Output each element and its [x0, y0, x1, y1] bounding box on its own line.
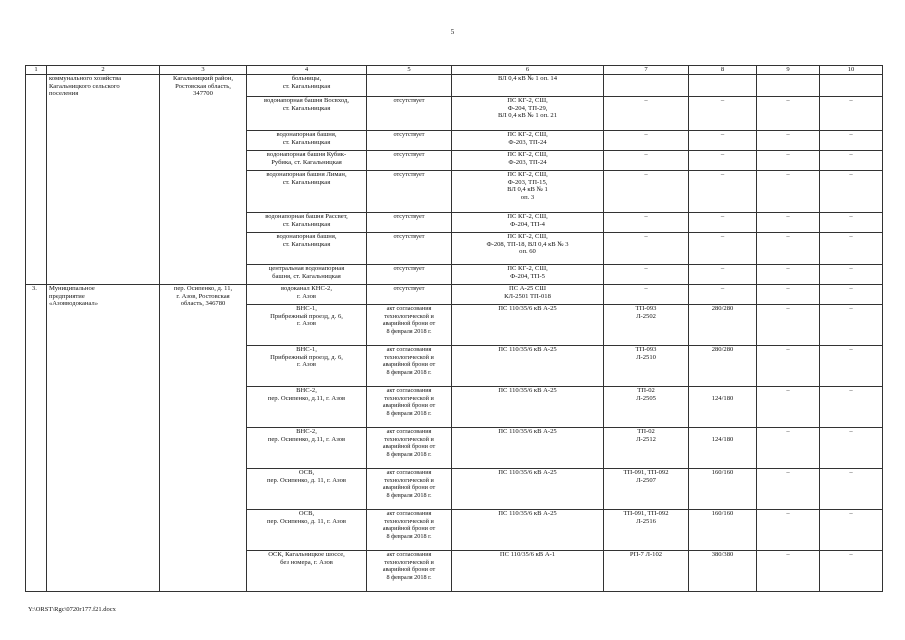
column-number: 5	[367, 66, 452, 75]
col10-cell: –	[820, 285, 883, 305]
org-number: 3.	[26, 285, 47, 592]
substation-line: ТП-091, ТП-092 Л-2507	[604, 469, 689, 510]
object-name: ОСВ, пер. Осипенко, д. 11, г. Азов	[247, 469, 367, 510]
column-number: 10	[820, 66, 883, 75]
load-value	[689, 75, 757, 97]
substation-line: –	[604, 213, 689, 233]
column-number: 2	[47, 66, 160, 75]
file-path-footer: Y:\ORST\Rgc\0720r177.f21.docx	[28, 606, 116, 613]
load-value: 280/280	[689, 346, 757, 387]
reservation-doc: акт согласования технологической и аварийной брони от 8 февраля 2018 г.	[367, 346, 452, 387]
reservation-doc: отсутствует	[367, 171, 452, 213]
power-source: ПС КГ-2, СШ, Ф-203, ТП-24	[452, 131, 604, 151]
object-name: ВНС-1, Прибрежный проезд, д. 6, г. Азов	[247, 305, 367, 346]
power-source: ПС 110/35/6 кВ А-1	[452, 551, 604, 592]
col9-cell: –	[757, 265, 820, 285]
substation-line: –	[604, 233, 689, 265]
object-name: ВНС-1, Прибрежный проезд, д. 6, г. Азов	[247, 346, 367, 387]
substation-line: ТП-093 Л-2510	[604, 346, 689, 387]
col9-cell	[757, 75, 820, 97]
col10-cell: –	[820, 213, 883, 233]
object-name: ВНС-2, пер. Осипенко, д.11, г. Азов	[247, 387, 367, 428]
col9-cell: –	[757, 305, 820, 346]
substation-line: –	[604, 131, 689, 151]
power-source: ПС КГ-2, СШ, Ф-204, ТП-29, ВЛ 0,4 кВ № 1 оп. 21	[452, 97, 604, 131]
reservation-doc	[367, 75, 452, 97]
load-value: –	[689, 171, 757, 213]
substation-line	[604, 75, 689, 97]
col9-cell: –	[757, 97, 820, 131]
column-number: 1	[26, 66, 47, 75]
object-name: водонапорная башня Рассвет, ст. Кагальницкая	[247, 213, 367, 233]
reservation-doc: отсутствует	[367, 213, 452, 233]
object-name: водоканал КНС-2, г. Азов	[247, 285, 367, 305]
load-value: –	[689, 213, 757, 233]
col9-cell: –	[757, 151, 820, 171]
substation-line: РП-7 Л-102	[604, 551, 689, 592]
column-number-row	[26, 66, 883, 75]
load-value: –	[689, 151, 757, 171]
col9-cell: –	[757, 171, 820, 213]
power-source: ПС КГ-2, СШ, Ф-203, ТП-24	[452, 151, 604, 171]
power-source: ВЛ 0,4 кВ № 1 оп. 14	[452, 75, 604, 97]
load-value: –	[689, 265, 757, 285]
load-value: –	[689, 131, 757, 151]
reservation-doc: акт согласования технологической и аварийной брони от 8 февраля 2018 г.	[367, 551, 452, 592]
load-value: 160/160	[689, 469, 757, 510]
substation-line: ТП-091, ТП-092 Л-2516	[604, 510, 689, 551]
col9-cell: –	[757, 469, 820, 510]
reservation-doc: отсутствует	[367, 97, 452, 131]
col10-cell: –	[820, 265, 883, 285]
power-source: ПС КГ-2, СШ, Ф-204, ТП-5	[452, 265, 604, 285]
load-value: 124/180	[689, 387, 757, 428]
power-source: ПС А-25 СШ КЛ-2501 ТП-018	[452, 285, 604, 305]
org-address: Кагальницкий район, Ростовская область, 347700	[160, 75, 247, 285]
power-source: ПС КГ-2, СШ, Ф-204, ТП-4	[452, 213, 604, 233]
col10-cell: –	[820, 131, 883, 151]
object-name: водонапорная башня Восвход, ст. Кагальницкая	[247, 97, 367, 131]
col9-cell: –	[757, 510, 820, 551]
object-name: ВНС-2, пер. Осипенко, д.11, г. Азов	[247, 428, 367, 469]
table-row	[26, 75, 883, 97]
object-name: ОСВ, пер. Осипенко, д. 11, г. Азов	[247, 510, 367, 551]
substation-line: ТП-093 Л-2502	[604, 305, 689, 346]
substation-line: –	[604, 151, 689, 171]
column-number: 9	[757, 66, 820, 75]
org-name: Муниципальное предприятие «Азовводоканал»	[47, 285, 160, 592]
object-name: водонапорная башня, ст. Кагальницкая	[247, 233, 367, 265]
reservation-doc: акт согласования технологической и аварийной брони от 8 февраля 2018 г.	[367, 469, 452, 510]
col10-cell: –	[820, 551, 883, 592]
col10-cell: –	[820, 510, 883, 551]
org-name: коммунального хозяйства Кагальницкого сельского поселения	[47, 75, 160, 285]
col10-cell: –	[820, 151, 883, 171]
column-number: 6	[452, 66, 604, 75]
power-source: ПС 110/35/6 кВ А-25	[452, 346, 604, 387]
col10-cell: –	[820, 97, 883, 131]
power-source: ПС 110/35/6 кВ А-25	[452, 387, 604, 428]
load-value: –	[689, 97, 757, 131]
col9-cell: –	[757, 213, 820, 233]
load-value: 160/160	[689, 510, 757, 551]
col10-cell: –	[820, 428, 883, 469]
col9-cell: –	[757, 285, 820, 305]
objects-table	[25, 65, 883, 592]
col9-cell: –	[757, 346, 820, 387]
power-source: ПС 110/35/6 кВ А-25	[452, 469, 604, 510]
object-name: водонапорная башня Лиман, ст. Кагальницкая	[247, 171, 367, 213]
col10-cell: –	[820, 305, 883, 346]
org-address: пер. Осипенко, д. 11, г. Азов, Ростовская область, 346780	[160, 285, 247, 592]
table-row	[26, 285, 883, 305]
org-number	[26, 75, 47, 285]
reservation-doc: отсутствует	[367, 131, 452, 151]
object-name: центральная водонапорная башня, ст. Кагальницкая	[247, 265, 367, 285]
load-value: 380/380	[689, 551, 757, 592]
substation-line: ТП-02 Л-2505	[604, 387, 689, 428]
col9-cell: –	[757, 551, 820, 592]
col10-cell: –	[820, 346, 883, 387]
col10-cell: –	[820, 233, 883, 265]
reservation-doc: акт согласования технологической и аварийной брони от 8 февраля 2018 г.	[367, 305, 452, 346]
reservation-doc: акт согласования технологической и аварийной брони от 8 февраля 2018 г.	[367, 510, 452, 551]
reservation-doc: отсутствует	[367, 233, 452, 265]
power-source: ПС 110/35/6 кВ А-25	[452, 305, 604, 346]
column-number: 8	[689, 66, 757, 75]
power-source: ПС КГ-2, СШ, Ф-208, ТП-18, ВЛ 0,4 кВ № 3 оп. 60	[452, 233, 604, 265]
col9-cell: –	[757, 428, 820, 469]
reservation-doc: отсутствует	[367, 285, 452, 305]
col10-cell: –	[820, 387, 883, 428]
column-number: 3	[160, 66, 247, 75]
substation-line: ТП-02 Л-2512	[604, 428, 689, 469]
substation-line: –	[604, 265, 689, 285]
col9-cell: –	[757, 233, 820, 265]
col10-cell: –	[820, 171, 883, 213]
substation-line: –	[604, 171, 689, 213]
object-name: водонапорная башня Кубик- Рубика, ст. Кагальницкая	[247, 151, 367, 171]
reservation-doc: акт согласования технологической и аварийной брони от 8 февраля 2018 г.	[367, 387, 452, 428]
substation-line: –	[604, 97, 689, 131]
col10-cell: –	[820, 469, 883, 510]
substation-line: –	[604, 285, 689, 305]
load-value: 280/280	[689, 305, 757, 346]
reservation-doc: акт согласования технологической и аварийной брони от 8 февраля 2018 г.	[367, 428, 452, 469]
object-name: больницы, ст. Кагальницкая	[247, 75, 367, 97]
col10-cell	[820, 75, 883, 97]
page-number: 5	[450, 28, 455, 36]
col9-cell: –	[757, 387, 820, 428]
object-name: ОСК, Кагальницкое шоссе, без номера, г. Азов	[247, 551, 367, 592]
load-value: 124/180	[689, 428, 757, 469]
power-source: ПС КГ-2, СШ, Ф-203, ТП-15, ВЛ 0,4 кВ № 1 оп. 3	[452, 171, 604, 213]
col9-cell: –	[757, 131, 820, 151]
object-name: водонапорная башня, ст. Кагальницкая	[247, 131, 367, 151]
load-value: –	[689, 285, 757, 305]
power-source: ПС 110/35/6 кВ А-25	[452, 510, 604, 551]
load-value: –	[689, 233, 757, 265]
reservation-doc: отсутствует	[367, 265, 452, 285]
reservation-doc: отсутствует	[367, 151, 452, 171]
column-number: 7	[604, 66, 689, 75]
power-source: ПС 110/35/6 кВ А-25	[452, 428, 604, 469]
column-number: 4	[247, 66, 367, 75]
